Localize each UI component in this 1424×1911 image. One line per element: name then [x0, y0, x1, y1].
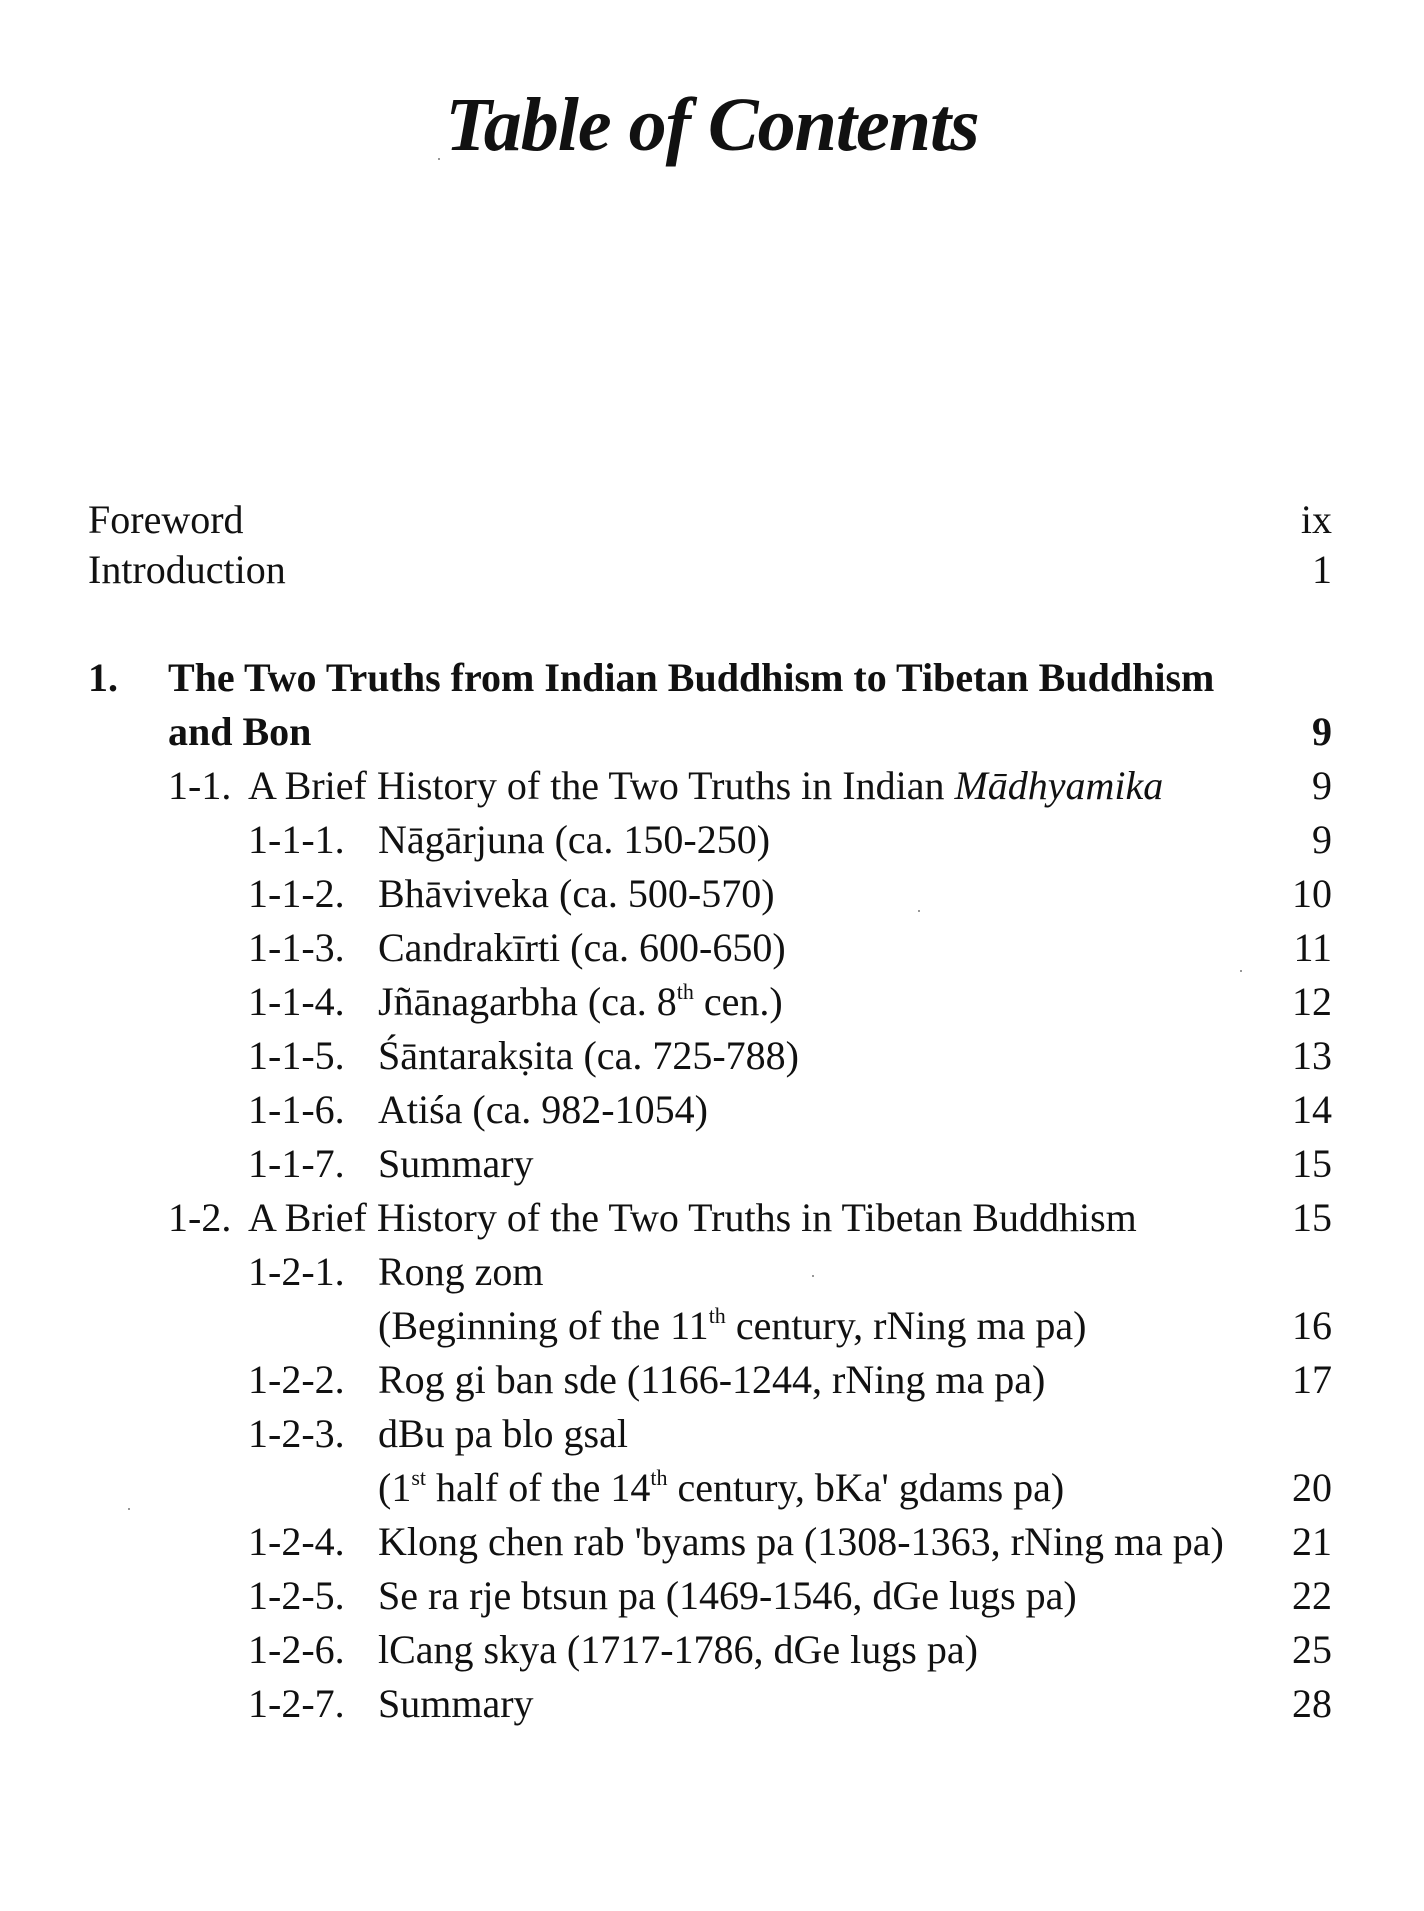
- section-title: [248, 762, 1163, 810]
- toc-entry-1-2-2[interactable]: [88, 1356, 1332, 1404]
- entry-title: dBu pa blo gsal: [378, 1411, 628, 1456]
- toc-entry-1-2-3[interactable]: [88, 1410, 1332, 1458]
- toc-entry-1-1-6[interactable]: [88, 1086, 1332, 1134]
- section-title-text: A Brief History of the Two Truths in Indian: [248, 763, 955, 808]
- toc-entry-1-2-1[interactable]: [88, 1248, 1332, 1296]
- toc-chapter-1-line1[interactable]: [88, 654, 1332, 702]
- page-number: 14: [1292, 1087, 1332, 1132]
- entry-title: Candrakīrti (ca. 600-650): [378, 925, 786, 970]
- toc-entry-1-2-7[interactable]: [88, 1680, 1332, 1728]
- toc-entry-1-1-2[interactable]: [88, 870, 1332, 918]
- toc-entry-1-2-5[interactable]: [88, 1572, 1332, 1620]
- entry-number: 1-1-4.: [248, 979, 345, 1024]
- page-number: 9: [1312, 817, 1332, 862]
- entry-title: Introduction: [88, 547, 286, 592]
- section-title-italic: Mādhyamika: [954, 763, 1164, 808]
- entry-title-continued: [378, 1302, 1086, 1350]
- toc-section-1-2[interactable]: [88, 1194, 1332, 1242]
- entry-title-text: cen.): [693, 979, 783, 1024]
- toc-entry-introduction[interactable]: [88, 546, 1332, 594]
- toc-entry-1-1-7[interactable]: [88, 1140, 1332, 1188]
- entry-title: Atiśa (ca. 982-1054): [378, 1087, 708, 1132]
- page-number: 21: [1292, 1519, 1332, 1564]
- section-number: 1-2.: [168, 1195, 232, 1240]
- entry-number: 1-2-6.: [248, 1627, 345, 1672]
- entry-number: 1-2-2.: [248, 1357, 345, 1402]
- entry-title-text: century, rNing ma pa): [725, 1303, 1087, 1348]
- entry-title: Śāntarakṣita (ca. 725-788): [378, 1033, 799, 1078]
- entry-number: 1-1-1.: [248, 817, 345, 862]
- toc-chapter-1-line2[interactable]: [88, 708, 1332, 756]
- entry-title-text: Jñānagarbha (ca. 8: [378, 979, 677, 1024]
- toc-entry-1-2-3-line2[interactable]: [88, 1464, 1332, 1512]
- page-number: 17: [1292, 1357, 1332, 1402]
- superscript: th: [708, 1302, 726, 1328]
- entry-number: 1-2-7.: [248, 1681, 345, 1726]
- toc-entry-1-1-5[interactable]: [88, 1032, 1332, 1080]
- entry-title-text: (Beginning of the 11: [378, 1303, 709, 1348]
- page-title: Table of Contents: [445, 83, 979, 167]
- entry-number: 1-1-2.: [248, 871, 345, 916]
- scan-speck: [128, 1508, 130, 1510]
- toc-entry-1-2-6[interactable]: [88, 1626, 1332, 1674]
- entry-title: Nāgārjuna (ca. 150-250): [378, 817, 771, 862]
- entry-title-text: half of the 14: [426, 1465, 651, 1510]
- scan-speck: [438, 158, 440, 160]
- entry-title: Summary: [378, 1141, 534, 1186]
- entry-title: Rong zom: [378, 1249, 544, 1294]
- page-number: ix: [1300, 497, 1332, 542]
- page-number: 20: [1292, 1465, 1332, 1510]
- entry-number: 1-1-7.: [248, 1141, 345, 1186]
- entry-number: 1-2-5.: [248, 1573, 345, 1618]
- entry-title: Rog gi ban sde (1166-1244, rNing ma pa): [378, 1357, 1046, 1402]
- entry-title-text: century, bKa' gdams pa): [667, 1465, 1065, 1510]
- entry-number: 1-2-4.: [248, 1519, 345, 1564]
- section-title: A Brief History of the Two Truths in Tibetan Buddhism: [248, 1195, 1137, 1240]
- page-number: 15: [1292, 1141, 1332, 1186]
- entry-number: 1-2-1.: [248, 1249, 345, 1294]
- scan-speck: [918, 910, 920, 912]
- page-number: 9: [1312, 763, 1332, 808]
- toc-entry-1-1-1[interactable]: [88, 816, 1332, 864]
- toc-entry-1-2-4[interactable]: [88, 1518, 1332, 1566]
- page-number: 28: [1292, 1681, 1332, 1726]
- entry-title-continued: [378, 1464, 1064, 1512]
- page-number: 13: [1292, 1033, 1332, 1078]
- entry-title: Klong chen rab 'byams pa (1308-1363, rNing ma pa): [378, 1519, 1224, 1564]
- page-number: 12: [1292, 979, 1332, 1024]
- page-number: 10: [1292, 871, 1332, 916]
- toc-entry-foreword[interactable]: [88, 496, 1332, 544]
- toc-entry-1-1-4[interactable]: [88, 978, 1332, 1026]
- page-number: 15: [1292, 1195, 1332, 1240]
- entry-title: Se ra rje btsun pa (1469-1546, dGe lugs pa): [378, 1573, 1077, 1618]
- toc-entry-1-2-1-line2[interactable]: [88, 1302, 1332, 1350]
- toc-section-1-1[interactable]: [88, 762, 1332, 810]
- page-number: 25: [1292, 1627, 1332, 1672]
- superscript: st: [411, 1464, 427, 1490]
- entry-title: lCang skya (1717-1786, dGe lugs pa): [378, 1627, 978, 1672]
- scan-speck: [812, 1275, 814, 1277]
- page-number: 22: [1292, 1573, 1332, 1618]
- chapter-number: 1.: [88, 655, 118, 700]
- entry-title-text: (1: [378, 1465, 412, 1510]
- entry-title: Summary: [378, 1681, 534, 1726]
- entry-number: 1-1-5.: [248, 1033, 345, 1078]
- page-number: 11: [1293, 925, 1332, 970]
- entry-number: 1-2-3.: [248, 1411, 345, 1456]
- superscript: th: [676, 978, 694, 1004]
- chapter-title-continued: and Bon: [168, 709, 312, 754]
- entry-title: Foreword: [88, 497, 244, 542]
- entry-title: [378, 978, 783, 1026]
- scan-speck: [1240, 970, 1242, 972]
- chapter-title: The Two Truths from Indian Buddhism to Tibetan Buddhism: [168, 655, 1215, 700]
- page-number: 16: [1292, 1303, 1332, 1348]
- entry-title: Bhāviveka (ca. 500-570): [378, 871, 775, 916]
- entry-number: 1-1-6.: [248, 1087, 345, 1132]
- section-number: 1-1.: [168, 763, 232, 808]
- page-number: 1: [1312, 547, 1332, 592]
- superscript: th: [650, 1464, 668, 1490]
- toc-entry-1-1-3[interactable]: [88, 924, 1332, 972]
- entry-number: 1-1-3.: [248, 925, 345, 970]
- page-number: 9: [1312, 709, 1332, 754]
